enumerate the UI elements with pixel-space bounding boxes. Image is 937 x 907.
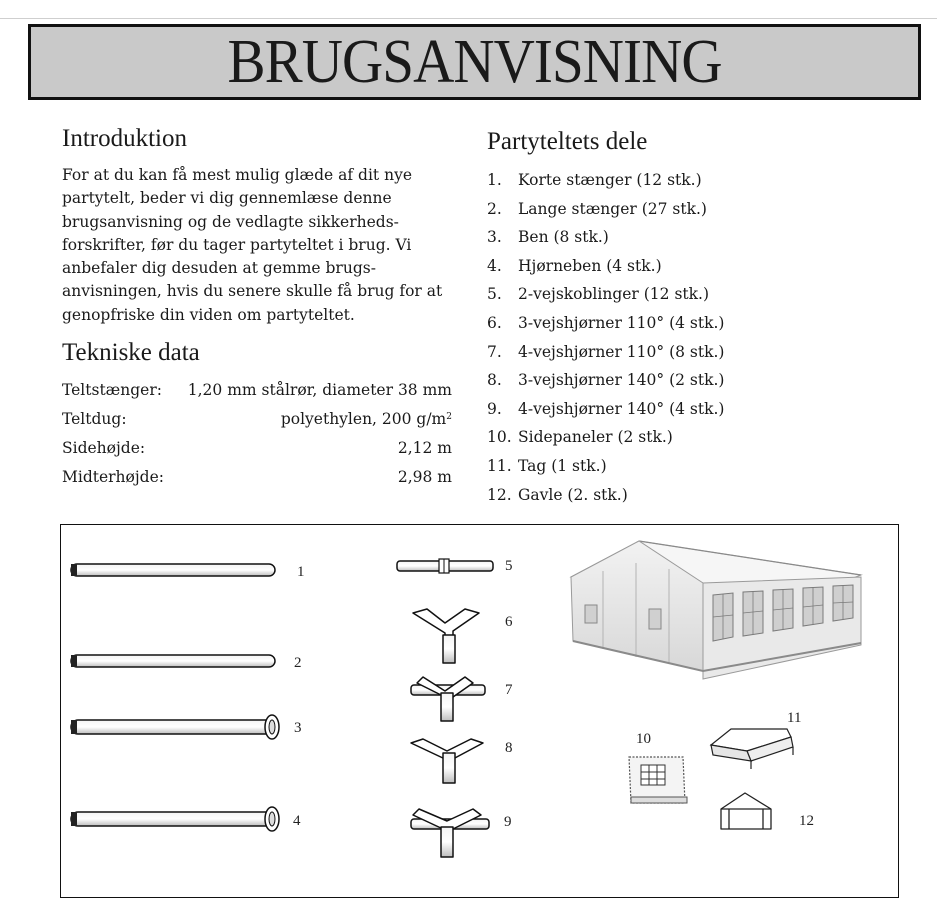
tech-label: Sidehøjde: <box>62 439 146 457</box>
corner-leg-drawing <box>71 807 279 831</box>
side-panel-drawing <box>629 757 687 803</box>
parts-item <box>487 166 724 195</box>
intro-line: For at du kan få mest mulig glæde af dit nye <box>62 166 412 184</box>
parts-heading: Partyteltets dele <box>487 128 648 155</box>
intro-line: brugsanvisning og de vedlagte sikkerheds- <box>62 212 399 231</box>
gable-drawing <box>721 793 771 829</box>
figure-label-4: 4 <box>293 813 301 829</box>
parts-number: 9. <box>487 399 502 418</box>
tech-data-table <box>62 376 452 492</box>
figure-label-10: 10 <box>636 731 651 747</box>
parts-text: Gavle (2. stk.) <box>518 485 628 504</box>
parts-text: 4-vejshjørner 110° (8 stk.) <box>518 342 725 361</box>
leg-drawing <box>71 715 279 739</box>
parts-item <box>487 395 724 424</box>
intro-line: anbefaler dig desuden at gemme brugs- <box>62 259 376 278</box>
figure-label-8: 8 <box>505 740 513 756</box>
tech-label: Teltdug: <box>62 410 127 428</box>
parts-text: Korte stænger (12 stk.) <box>518 171 702 189</box>
parts-item <box>487 338 724 367</box>
tech-row <box>62 463 452 492</box>
parts-text: Hjørneben (4 stk.) <box>518 256 662 275</box>
tech-value: 2,98 m <box>397 468 452 486</box>
tech-row <box>62 405 452 434</box>
parts-number: 11. <box>487 456 512 475</box>
tech-value: polyethylen, 200 g/m <box>280 410 447 428</box>
three-way-corner-110-drawing <box>413 609 479 663</box>
parts-number: 10. <box>487 428 512 447</box>
top-rule <box>0 18 937 19</box>
tech-row <box>62 376 452 405</box>
intro-line: genopfriske din viden om partyteltet. <box>62 305 355 324</box>
parts-item <box>487 452 724 481</box>
parts-number: 12. <box>487 485 512 504</box>
title-banner <box>28 24 921 100</box>
tech-label: Midterhøjde: <box>62 468 164 486</box>
long-pole-drawing <box>71 655 275 667</box>
tech-value-wrap <box>281 405 452 434</box>
figure-label-3: 3 <box>294 720 302 736</box>
parts-number: 6. <box>487 313 502 332</box>
parts-number: 1. <box>487 171 502 189</box>
figure-label-2: 2 <box>294 655 302 671</box>
four-way-corner-110-drawing <box>411 677 485 721</box>
tech-value: 1,20 mm stålrør, diameter 38 mm <box>187 381 452 399</box>
intro-heading: Introduktion <box>62 125 187 152</box>
parts-number: 5. <box>487 285 502 304</box>
parts-text: 3-vejshjørner 110° (4 stk.) <box>518 313 725 332</box>
tech-label: Teltstænger: <box>62 381 162 399</box>
parts-number: 4. <box>487 256 502 275</box>
parts-item <box>487 309 724 338</box>
intro-paragraph <box>62 164 462 327</box>
figure-label-1: 1 <box>297 564 305 580</box>
parts-text: Lange stænger (27 stk.) <box>518 199 707 218</box>
three-way-corner-140-drawing <box>411 739 483 783</box>
intro-line: anvisningen, hvis du senere skulle få brug for at <box>62 282 443 301</box>
figure-label-9: 9 <box>504 814 512 830</box>
parts-number: 7. <box>487 342 502 361</box>
intro-line: forskrifter, før du tager partyteltet i brug. Vi <box>62 235 412 254</box>
short-pole-drawing <box>71 564 275 576</box>
parts-text: Ben (8 stk.) <box>518 228 609 247</box>
parts-item <box>487 195 724 224</box>
parts-text: Sidepaneler (2 stk.) <box>518 428 673 447</box>
parts-list <box>487 166 724 509</box>
figure-label-7: 7 <box>505 682 513 698</box>
parts-item <box>487 423 724 452</box>
figure-label-11: 11 <box>787 710 802 726</box>
figure-label-5: 5 <box>505 558 513 574</box>
parts-item <box>487 481 724 510</box>
figure-label-6: 6 <box>505 614 513 630</box>
parts-number: 3. <box>487 228 502 247</box>
parts-text: 4-vejshjørner 140° (4 stk.) <box>518 399 725 418</box>
parts-illustration-svg <box>61 525 900 899</box>
parts-item <box>487 252 724 281</box>
tent-photo <box>571 541 861 679</box>
figure-label-12: 12 <box>799 813 814 829</box>
roof-drawing <box>711 729 793 769</box>
parts-number: 2. <box>487 199 502 218</box>
four-way-corner-140-drawing <box>411 809 489 857</box>
page-title: BRUGSANVISNING <box>227 28 722 96</box>
parts-number: 8. <box>487 371 502 390</box>
intro-line: partytelt, beder vi dig gennemlæse denne <box>62 189 392 208</box>
tech-row <box>62 434 452 463</box>
parts-item <box>487 280 724 309</box>
parts-text: 2-vejskoblinger (12 stk.) <box>518 285 710 304</box>
parts-item <box>487 223 724 252</box>
tech-heading: Tekniske data <box>62 339 200 366</box>
parts-text: Tag (1 stk.) <box>518 456 607 475</box>
parts-item <box>487 366 724 395</box>
parts-text: 3-vejshjørner 140° (2 stk.) <box>518 371 725 390</box>
two-way-coupling-drawing <box>397 559 493 573</box>
tech-value-superscript: 2 <box>446 412 452 422</box>
tech-value: 2,12 m <box>397 439 452 457</box>
parts-illustration <box>60 524 899 898</box>
